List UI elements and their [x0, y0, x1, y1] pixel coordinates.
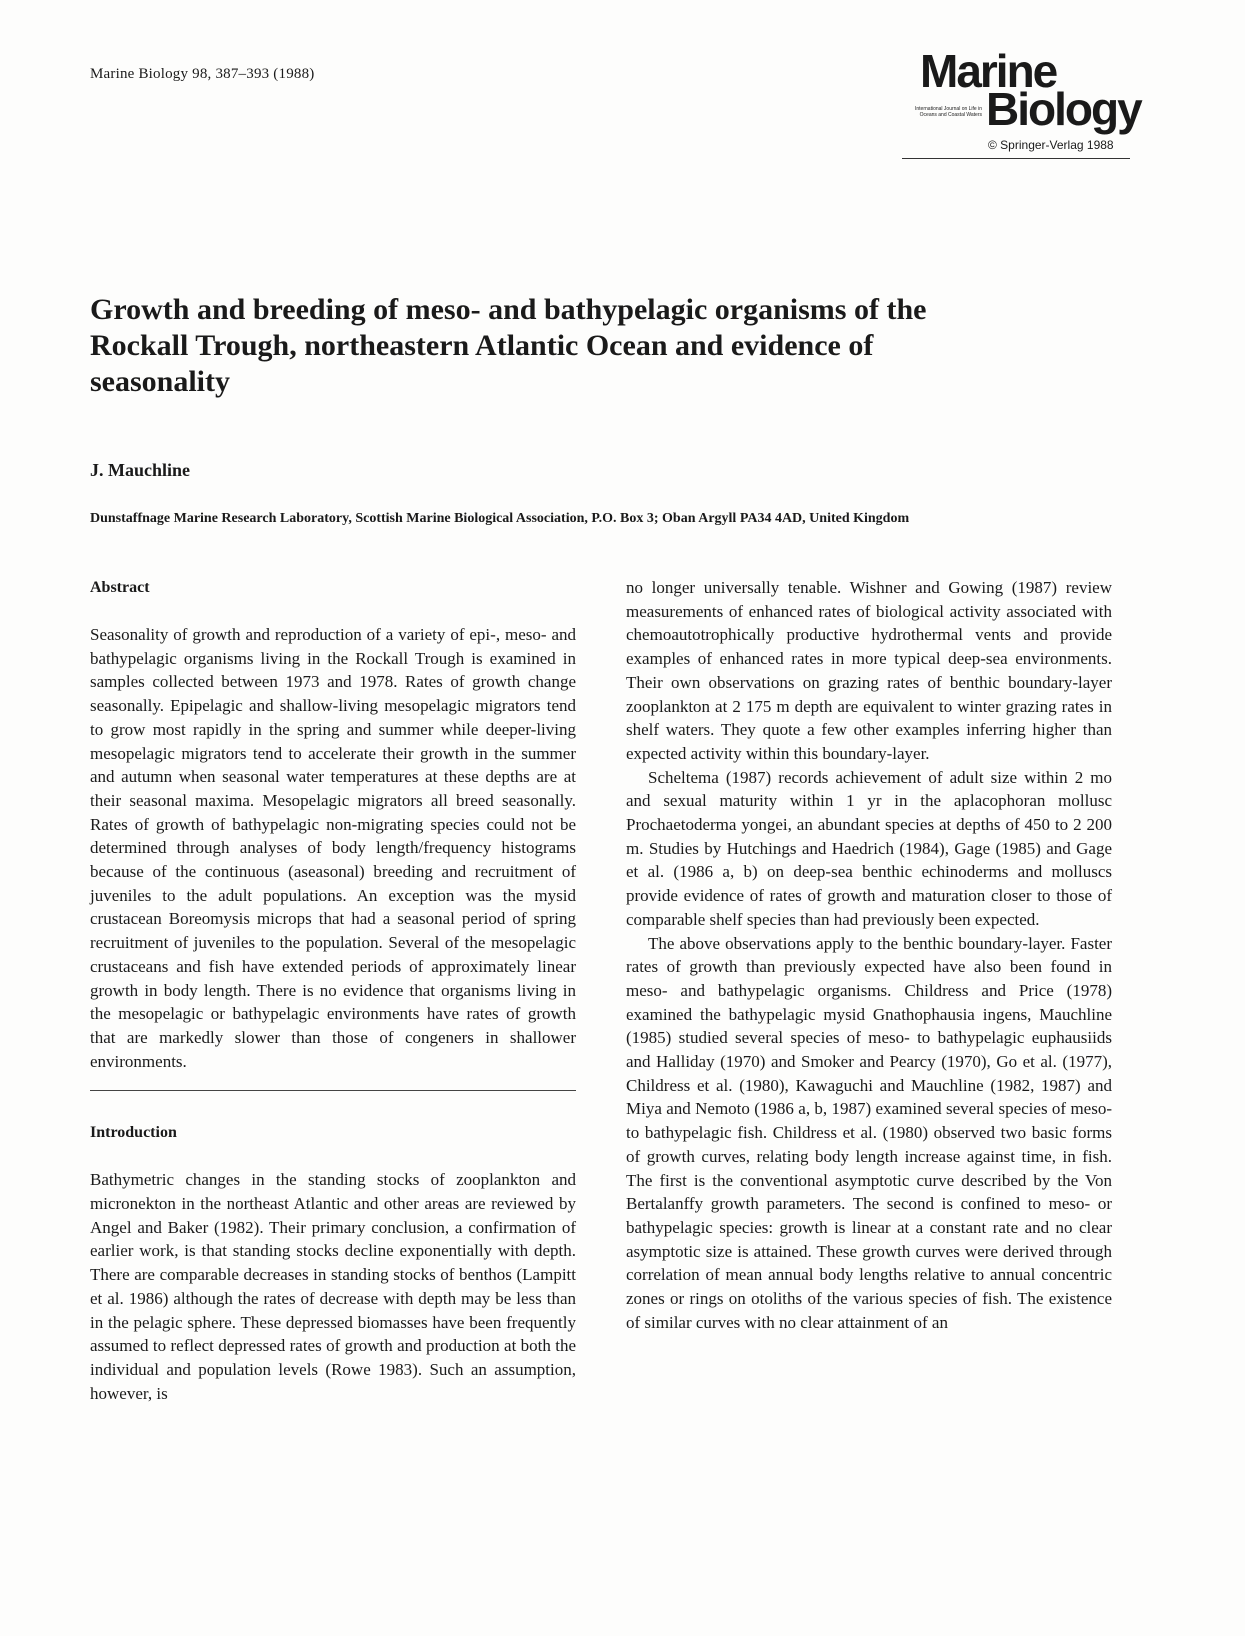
copyright-notice: © Springer-Verlag 1988	[988, 138, 1114, 152]
journal-logo	[902, 45, 1141, 158]
section-divider	[90, 1090, 576, 1091]
left-column	[90, 576, 576, 1405]
abstract-heading: Abstract	[90, 579, 150, 596]
logo-tagline: International Journal on Life in Oceans and Coastal Waters	[915, 106, 982, 118]
header-rule	[902, 158, 1130, 159]
body-paragraph-3: The above observations apply to the benthic boundary-layer. Faster rates of growth than previously expected have also been found in meso- and bathypelagic organisms. Childress and Price (1978) examined the bathypelagic mysid Gnathophausia ingens, Mauchline (1985) studied several species of meso- to bathypelagic euphausiids and Halliday (1970) and Smoker and Pearcy (1970), Go et al. (1977), Childress et al. (1980), Kawaguchi and Mauchline (1982, 1987) and Miya and Nemoto (1986 a, b, 1987) examined several species of meso- to bathypelagic fish. Childress et al. (1980) observed two basic forms of growth curves, relating body length increase against time, in fish. The first is the conventional asymptotic curve described by the Von Bertalanffy growth parameters. The second is confined to meso- or bathypelagic species: growth is linear at a constant rate and no clear asymptotic size is attained. These growth curves were derived through correlation of mean annual body lengths relative to annual concentric zones or rings on otoliths of the various species of fish. The existence of similar curves with no clear attainment of an	[626, 933, 1112, 1332]
body-paragraph-1: no longer universally tenable. Wishner and Gowing (1987) review measurements of enhanced rates of biological activity associated with chemoautotrophically productive hydrothermal vents and provide examples of enhanced rates in more typical deep-sea environments. Their own observations on grazing rates of benthic boundary-layer zooplankton at 2 175 m depth are equivalent to winter grazing rates in shelf waters. They quote a few other examples inferring higher than expected activity within this boundary-layer.	[626, 578, 1112, 763]
introduction-heading: Introduction	[90, 1124, 177, 1142]
journal-citation: Marine Biology 98, 387–393 (1988)	[90, 66, 315, 82]
article-title: Growth and breeding of meso- and bathypelagic organisms of the Rockall Trough, northeastern Atlantic Ocean and evidence of seasonality	[90, 293, 927, 398]
author-affiliation: Dunstaffnage Marine Research Laboratory, Scottish Marine Biological Association, P.O. Box 3; Oban Argyll PA34 4AD, United Kingdom	[90, 511, 910, 526]
right-column	[626, 576, 1112, 1335]
logo-word-marine: Marine	[920, 45, 1057, 97]
introduction-paragraph: Bathymetric changes in the standing stocks of zooplankton and micronekton in the northeast Atlantic and other areas are reviewed by Angel and Baker (1982). Their primary conclusion, a confirmation of earlier work, is that standing stocks decline exponentially with depth. There are comparable decreases in standing stocks of benthos (Lampitt et al. 1986) although the rates of decrease with depth may be less than in the pelagic sphere. These depressed biomasses have been frequently assumed to reflect depressed rates of growth and production at both the individual and population levels (Rowe 1983). Such an assumption, however, is	[90, 1170, 576, 1403]
body-paragraph-2: Scheltema (1987) records achievement of adult size within 2 mo and sexual maturity within 1 yr in the aplacophoran mollusc Prochaetoderma yongei, an abundant species at depths of 450 to 2 200 m. Studies by Hutchings and Haedrich (1984), Gage (1985) and Gage et al. (1986 a, b) on deep-sea benthic echinoderms and molluscs provide evidence of rates of growth and maturation closer to those of comparable shelf species than had previously been expected.	[626, 767, 1112, 929]
logo-word-biology: Biology	[986, 83, 1141, 135]
abstract-text: Seasonality of growth and reproduction of a variety of epi-, meso- and bathypelagic organisms living in the Rockall Trough is examined in samples collected between 1973 and 1978. Rates of growth change seasonally. Epipelagic and shallow-living mesopelagic migrators tend to grow most rapidly in the spring and summer while deeper-living mesopelagic migrators tend to accelerate their growth in the summer and autumn when seasonal water temperatures at these depths are at their seasonal maxima. Mesopelagic migrators all breed seasonally. Rates of growth of bathypelagic non-migrating species could not be determined through analyses of body length/frequency histograms because of the continuous (aseasonal) breeding and recruitment of juveniles to the adult populations. An exception was the mysid crustacean Boreomysis microps that had a seasonal period of spring recruitment of juveniles to the population. Several of the mesopelagic crustaceans and fish have extended periods of approximately linear growth in body length. There is no evidence that organisms living in the mesopelagic or bathypelagic environments have rates of growth that are markedly slower than those of congeners in shallower environments.	[90, 625, 576, 1071]
author-name: J. Mauchline	[90, 460, 191, 480]
